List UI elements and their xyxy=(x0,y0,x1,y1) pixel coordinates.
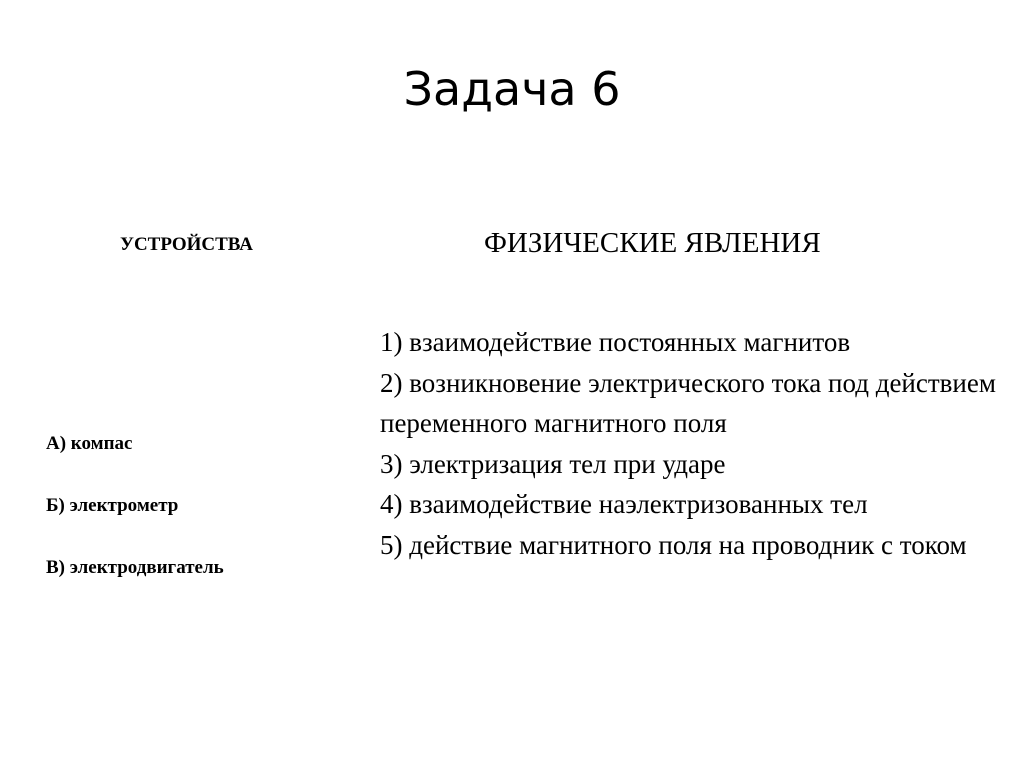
devices-header: УСТРОЙСТВА xyxy=(120,234,253,255)
phenomenon-item-4: 4) взаимодействие наэлектризованных тел xyxy=(380,489,868,519)
phenomenon-item-5: 5) действие магнитного поля на проводник с током xyxy=(380,529,967,560)
slide-title: Задача 6 xyxy=(403,62,621,116)
device-item-b: Б) электрометр xyxy=(46,495,179,516)
device-item-a: А) компас xyxy=(46,433,133,454)
phenomenon-item-3: 3) электризация тел при ударе xyxy=(380,448,726,479)
phenomena-list xyxy=(380,322,1000,565)
phenomena-header: ФИЗИЧЕСКИЕ ЯВЛЕНИЯ xyxy=(484,227,821,259)
phenomenon-item-1: 1) взаимодействие постоянных магнитов xyxy=(380,327,851,357)
device-item-v: В) электродвигатель xyxy=(46,557,224,578)
phenomenon-item-2: 2) возникновение электрического тока под действием переменного магнитного поля xyxy=(380,367,996,438)
devices-list xyxy=(46,433,224,619)
